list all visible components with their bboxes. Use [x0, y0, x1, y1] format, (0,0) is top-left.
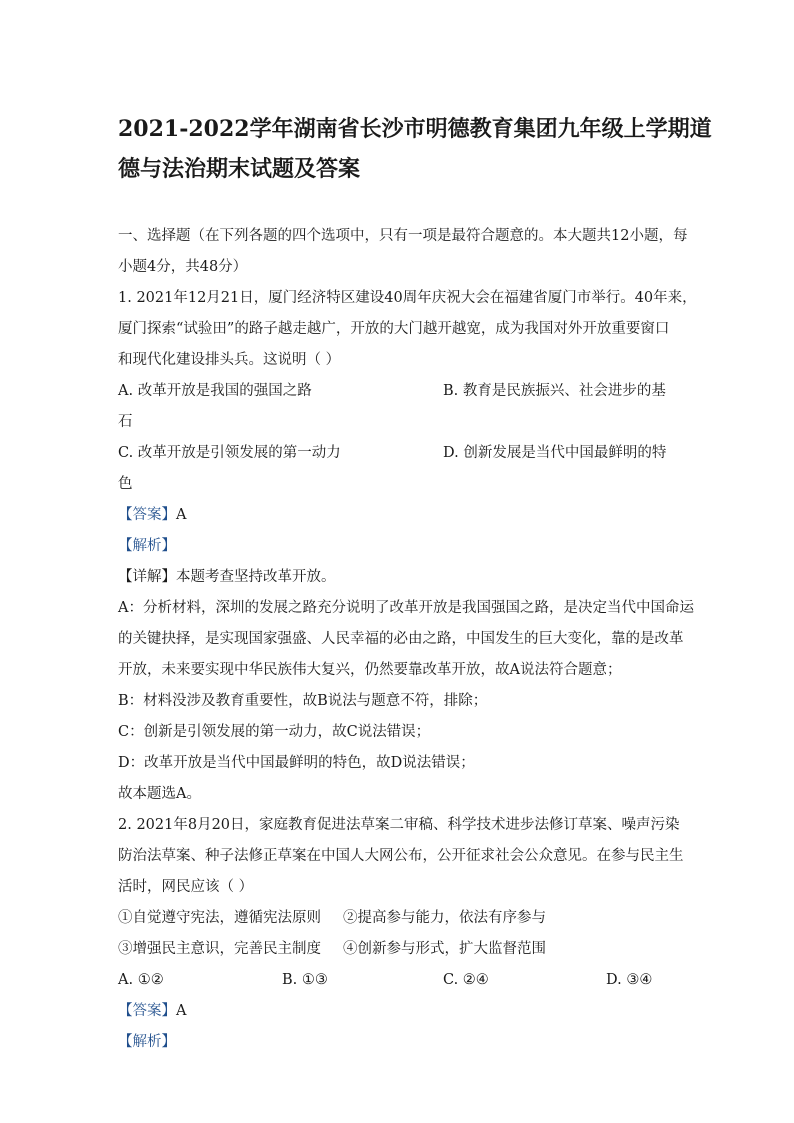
q1-explanation-line-5: C：创新是引领发展的第一动力，故C说法错误； [118, 724, 431, 740]
q2-stem-line-1: 2. 2021年8月20日，家庭教育促进法草案二审稿、科学技术进步法修订草案、噪声污染 [118, 817, 680, 833]
answer-value: A [176, 507, 187, 523]
detail-text: 本题考查坚持改革开放。 [176, 569, 336, 585]
q1-explanation-line-1: A：分析材料，深圳的发展之路充分说明了改革开放是我国强国之路，是决定当代中国命运 [118, 600, 694, 616]
section-heading-line-1: 一、选择题（在下列各题的四个选项中，只有一项是最符合题意的。本大题共12小题，每 [118, 228, 688, 244]
q1-explanation-line-2: 的关键抉择，是实现国家强盛、人民幸福的必由之路，中国发生的巨大变化，靠的是改革 [118, 631, 684, 647]
document-title-line-1: 2021-2022学年湖南省长沙市明德教育集团九年级上学期道 [118, 116, 712, 142]
q1-explanation-line-6: D：改革开放是当代中国最鲜明的特色，故D说法错误； [118, 755, 475, 771]
q1-answer [118, 505, 688, 525]
q2-option-a: A. ①② [118, 972, 164, 988]
answer-tag: 【答案】 [118, 1003, 176, 1019]
q1-option-c: C. 改革开放是引领发展的第一动力 [118, 445, 341, 461]
q1-option-b-continuation: 石 [118, 414, 133, 430]
q1-explanation-line-4: B：材料没涉及教育重要性，故B说法与题意不符，排除； [118, 693, 488, 709]
answer-tag: 【答案】 [118, 507, 176, 523]
q1-analysis-tag: 【解析】 [118, 538, 176, 554]
q1-option-b: B. 教育是民族振兴、社会进步的基 [443, 383, 666, 399]
q1-option-d-continuation: 色 [118, 476, 133, 492]
q2-item-4: ④创新参与形式，扩大监督范围 [343, 941, 546, 957]
q1-option-d: D. 创新发展是当代中国最鲜明的特 [443, 445, 667, 461]
q1-explanation-line-7: 故本题选A。 [118, 786, 201, 802]
detail-tag: 【详解】 [118, 569, 176, 585]
q1-explanation-line-3: 开放，未来要实现中华民族伟大复兴，仍然要靠改革开放，故A说法符合题意； [118, 662, 622, 678]
q1-option-a: A. 改革开放是我国的强国之路 [118, 383, 312, 399]
q2-item-3: ③增强民主意识，完善民主制度 [118, 941, 321, 957]
q2-option-b: B. ①③ [282, 972, 328, 988]
q2-stem-line-3: 活时，网民应该（ ） [118, 879, 254, 895]
answer-value: A [176, 1003, 187, 1019]
q2-option-c: C. ②④ [443, 972, 489, 988]
document-title-line-2: 德与法治期末试题及答案 [118, 156, 361, 182]
q1-detail [118, 567, 688, 587]
q2-option-d: D. ③④ [606, 972, 653, 988]
q1-stem-line-2: 厦门探索“试验田”的路子越走越广，开放的大门越开越宽，成为我国对外开放重要窗口 [118, 321, 670, 337]
q2-answer [118, 1001, 688, 1021]
q1-stem-line-3: 和现代化建设排头兵。这说明（ ） [118, 352, 341, 368]
q2-stem-line-2: 防治法草案、种子法修正草案在中国人大网公布，公开征求社会公众意见。在参与民主生 [118, 848, 684, 864]
q2-analysis-tag: 【解析】 [118, 1034, 176, 1050]
section-heading-line-2: 小题4分，共48分） [118, 259, 248, 275]
q2-item-1: ①自觉遵守宪法，遵循宪法原则 [118, 910, 321, 926]
q2-item-2: ②提高参与能力，依法有序参与 [343, 910, 546, 926]
q1-stem-line-1: 1. 2021年12月21日，厦门经济特区建设40周年庆祝大会在福建省厦门市举行。40年来， [118, 290, 697, 306]
